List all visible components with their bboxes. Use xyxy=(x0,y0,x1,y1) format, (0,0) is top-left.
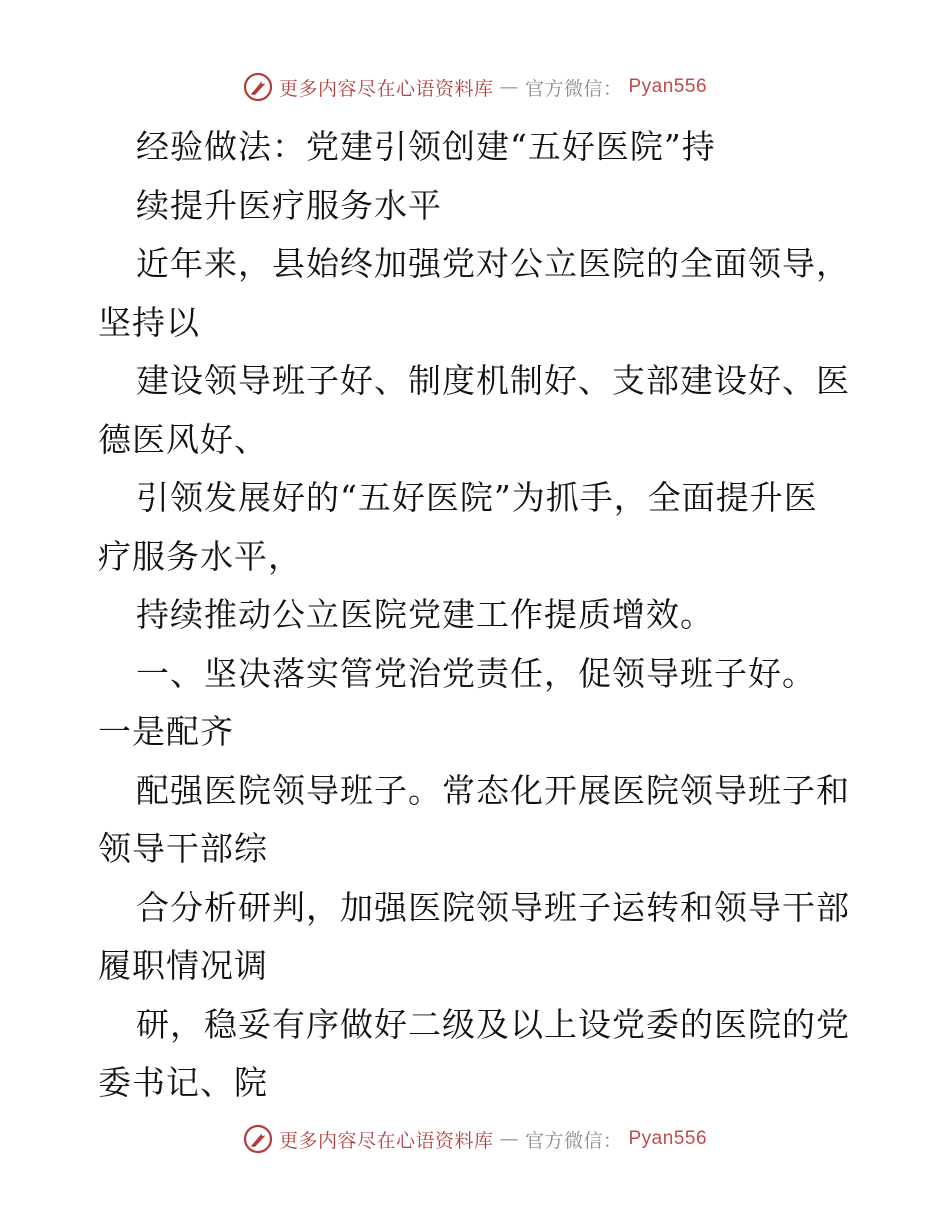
document-line: 履职情况调 xyxy=(98,946,268,985)
document-line: 持续推动公立医院党建工作提质增效。 xyxy=(136,595,714,634)
document-line: 一是配齐 xyxy=(98,712,234,751)
watermark-wechat-label: 官方微信： xyxy=(524,1129,623,1152)
watermark-separator: — xyxy=(499,1128,519,1150)
watermark-wechat-id: Pyan556 xyxy=(628,1128,708,1149)
footer-watermark xyxy=(0,1124,950,1154)
watermark-separator: — xyxy=(499,76,519,98)
document-body xyxy=(98,118,858,1113)
watermark-wechat-id: Pyan556 xyxy=(628,76,708,97)
pen-nib-logo-icon xyxy=(243,72,273,102)
document-line: 引领发展好的“五好医院”为抓手，全面提升医 xyxy=(136,478,818,517)
document-line: 近年来，县始终加强党对公立医院的全面领导， xyxy=(136,244,850,283)
document-line: 疗服务水平， xyxy=(98,536,302,576)
document-line: 合分析研判，加强医院领导班子运转和领导干部 xyxy=(136,887,850,927)
document-line: 一、坚决落实管党治党责任，促领导班子好。 xyxy=(136,653,816,693)
document-line: 领导干部综 xyxy=(98,829,268,868)
document-line: 经验做法：党建引领创建“五好医院”持 xyxy=(136,127,716,166)
document-line: 配强医院领导班子。常态化开展医院领导班子和 xyxy=(136,770,850,810)
pen-nib-logo-icon xyxy=(243,1124,273,1154)
header-watermark xyxy=(0,72,950,102)
document-line: 建设领导班子好、制度机制好、支部建设好、医 xyxy=(136,361,850,400)
document-line: 续提升医疗服务水平 xyxy=(136,185,442,225)
watermark-wechat-label: 官方微信： xyxy=(524,77,623,100)
document-line: 德医风好、 xyxy=(98,419,268,459)
document-line: 委书记、院 xyxy=(98,1063,268,1102)
watermark-site-text: 更多内容尽在心语资料库 xyxy=(278,77,494,100)
document-line: 坚持以 xyxy=(98,302,200,342)
document-line: 研，稳妥有序做好二级及以上设党委的医院的党 xyxy=(136,1004,850,1044)
watermark-site-text: 更多内容尽在心语资料库 xyxy=(278,1129,494,1152)
